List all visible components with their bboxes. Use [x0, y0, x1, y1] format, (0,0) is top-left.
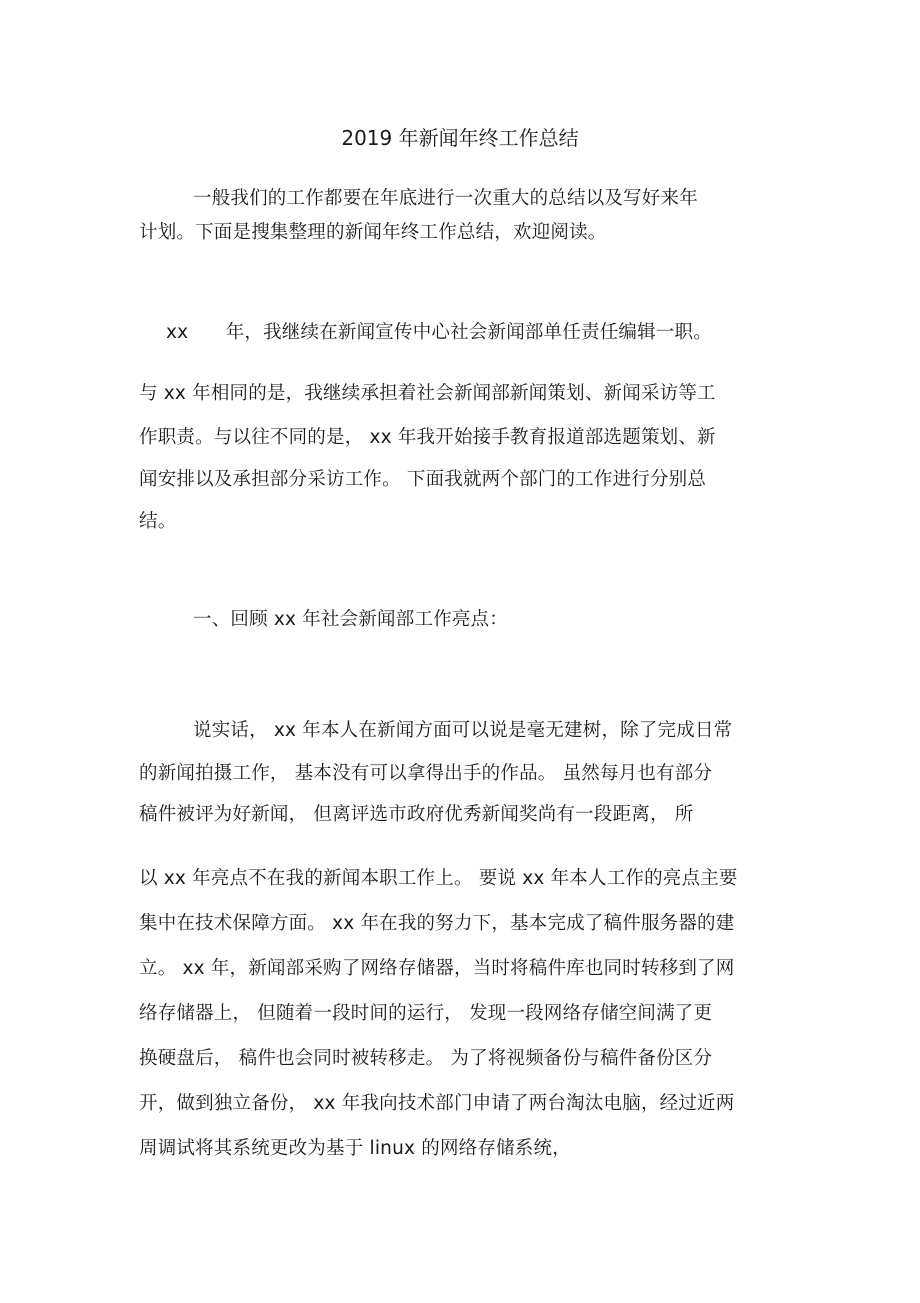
section-heading: 一、回顾 xx 年社会新闻部工作亮点：: [193, 609, 508, 630]
paragraph-line: 闻安排以及承担部分采访工作。 下面我就两个部门的工作进行分别总: [139, 469, 707, 490]
paragraph-line: 的新闻拍摄工作， 基本没有可以拿得出手的作品。 虽然每月也有部分: [139, 763, 713, 784]
paragraph-line: 以 xx 年亮点不在我的新闻本职工作上。 要说 xx 年本人工作的亮点主要: [139, 868, 738, 889]
paragraph-line: 计划。下面是搜集整理的新闻年终工作总结，欢迎阅读。: [139, 222, 607, 243]
paragraph-line: 集中在技术保障方面。 xx 年在我的努力下，基本完成了稿件服务器的建: [139, 913, 735, 934]
paragraph-line: xx 年，我继续在新闻宣传中心社会新闻部单任责任编辑一职。: [166, 322, 712, 343]
paragraph-line: 立。 xx 年，新闻部采购了网络存储器，当时将稿件库也同时转移到了网: [139, 958, 735, 979]
paragraph-line: 结。: [139, 511, 177, 532]
paragraph-line: 稿件被评为好新闻， 但离评选市政府优秀新闻奖尚有一段距离， 所: [139, 804, 694, 825]
paragraph-line: 络存储器上， 但随着一段时间的运行， 发现一段网络存储空间满了更: [139, 1003, 713, 1024]
paragraph-line: 开，做到独立备份， xx 年我向技术部门申请了两台淘汰电脑，经过近两: [139, 1093, 735, 1114]
paragraph-line: 换硬盘后， 稿件也会同时被转移走。 为了将视频备份与稿件备份区分: [139, 1048, 713, 1069]
document-title: 2019 年新闻年终工作总结: [341, 126, 579, 150]
paragraph-line: 作职责。与以往不同的是， xx 年我开始接手教育报道部选题策划、新: [139, 427, 716, 448]
paragraph-line: 一般我们的工作都要在年底进行一次重大的总结以及写好来年: [193, 188, 698, 209]
paragraph-line: 与 xx 年相同的是，我继续承担着社会新闻部新闻策划、新闻采访等工: [139, 383, 716, 404]
paragraph-line: 说实话， xx 年本人在新闻方面可以说是毫无建树，除了完成日常: [193, 720, 733, 741]
paragraph-line: 周调试将其系统更改为基于 linux 的网络存储系统，: [139, 1138, 571, 1159]
